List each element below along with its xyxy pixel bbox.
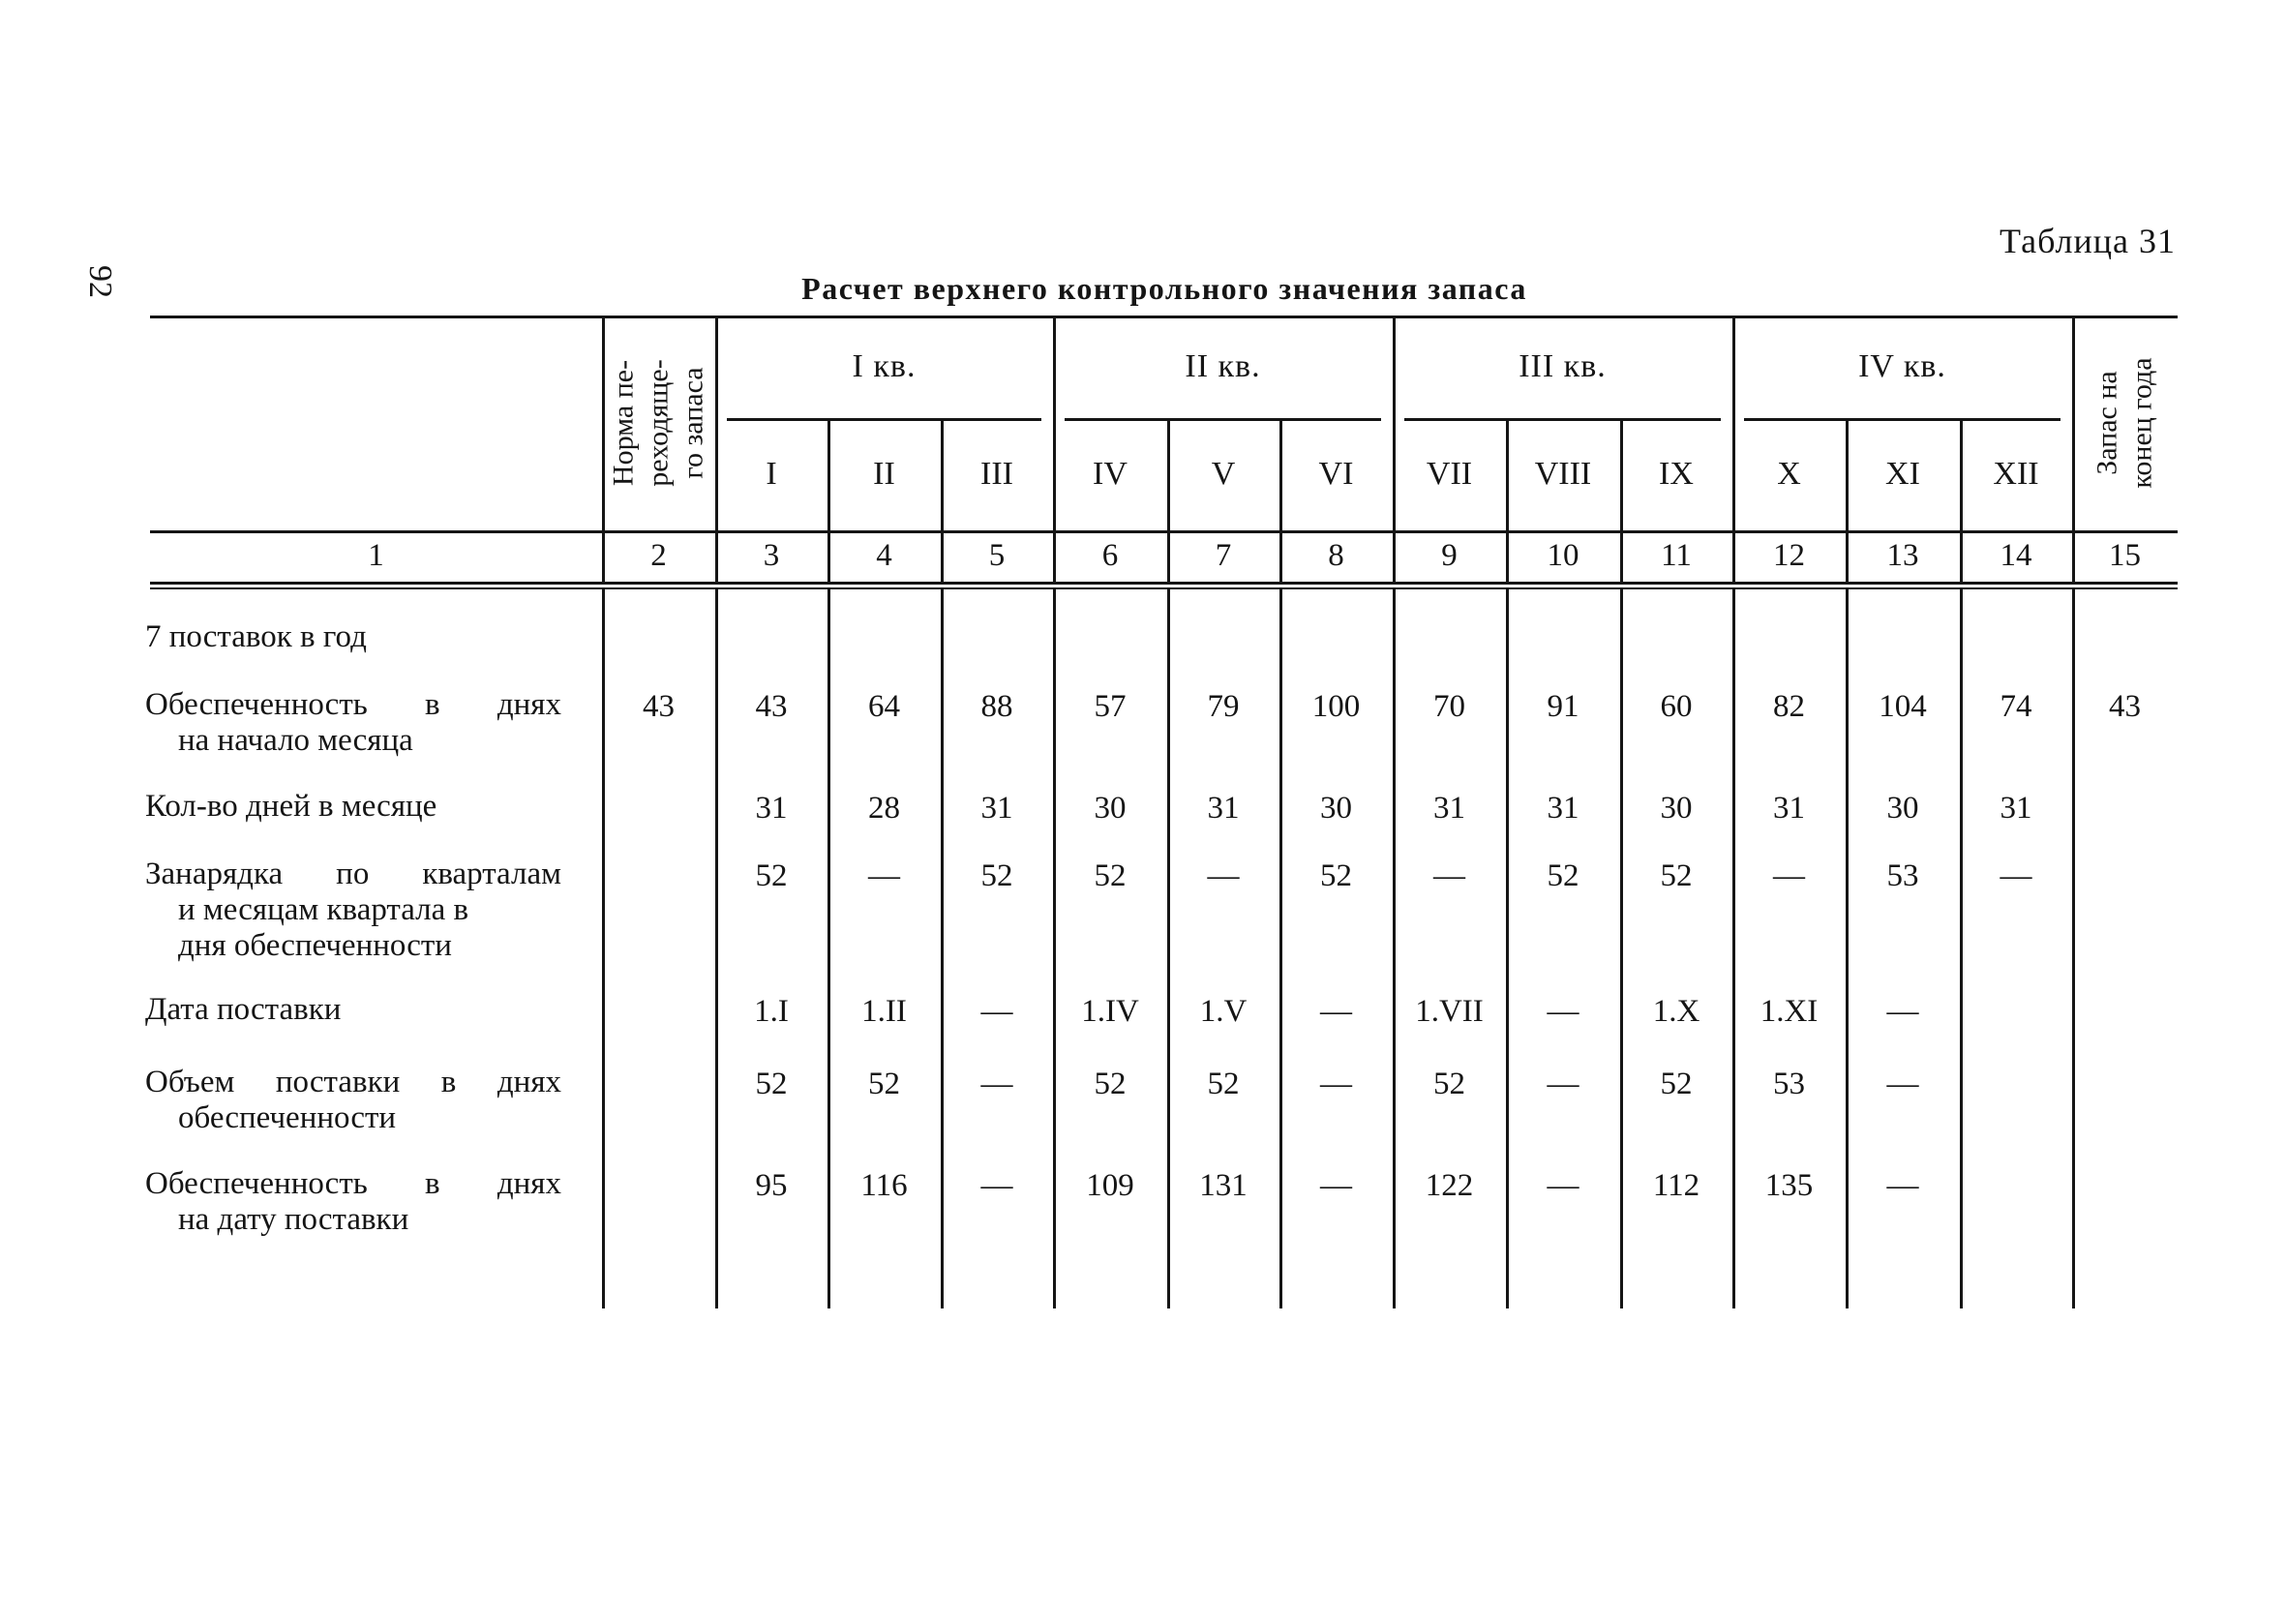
norm-column-header-line: реходяще- <box>642 359 675 487</box>
column-number: 14 <box>2000 538 2032 573</box>
column-rule-body <box>1506 589 1509 1308</box>
table-cell: 43 <box>755 689 788 724</box>
column-number: 5 <box>988 538 1006 573</box>
table-cell: 95 <box>755 1168 788 1203</box>
table-cell: 109 <box>1086 1168 1134 1203</box>
row-label <box>145 789 561 825</box>
table-cell: 1.V <box>1199 994 1248 1029</box>
column-number: 2 <box>650 538 667 573</box>
table-title: Расчет верхнего контрольного значения запаса <box>801 271 1527 306</box>
table-cell: 30 <box>1094 791 1127 826</box>
table-cell: — <box>1433 858 1465 893</box>
table-cell: — <box>1886 1067 1919 1101</box>
month-header: X <box>1777 456 1801 492</box>
table-cell: — <box>980 994 1013 1029</box>
table-cell: 64 <box>868 689 900 724</box>
table-cell: 52 <box>1547 858 1579 893</box>
table-cell: 70 <box>1433 689 1465 724</box>
table-cell: 135 <box>1764 1168 1814 1203</box>
table-cell: 52 <box>868 1067 900 1101</box>
table-cell: — <box>1886 994 1919 1029</box>
table-cell: 28 <box>868 791 900 826</box>
table-cell: 31 <box>1773 791 1805 826</box>
month-header: VI <box>1318 456 1354 492</box>
table-cell: 52 <box>755 1067 788 1101</box>
table-cell: 43 <box>2109 689 2141 724</box>
table-cell: — <box>980 1168 1013 1203</box>
column-number: 1 <box>368 538 384 573</box>
row-label-line: и месяцам квартала в <box>178 892 469 927</box>
row-label-line: Объем поставки в днях <box>145 1065 561 1099</box>
row-label-line: Занарядка по кварталам <box>145 857 561 891</box>
table-cell: — <box>1547 1168 1579 1203</box>
table-cell: 43 <box>643 689 675 724</box>
table-cell: — <box>1886 1168 1919 1203</box>
column-number: 13 <box>1886 538 1919 573</box>
column-number: 12 <box>1773 538 1805 573</box>
table-cell: 31 <box>1207 791 1240 826</box>
column-number: 8 <box>1328 538 1344 573</box>
table-cell: 31 <box>1433 791 1465 826</box>
column-rule-body <box>1846 589 1849 1308</box>
table-cell: 31 <box>1547 791 1579 826</box>
quarter-header: III кв. <box>1519 348 1607 384</box>
month-header: II <box>873 456 895 492</box>
row-label <box>145 992 561 1028</box>
table-cell: 31 <box>980 791 1013 826</box>
table-cell: 30 <box>1320 791 1352 826</box>
norm-column-header-line: Норма пе- <box>607 359 640 487</box>
row-label-line: дня обеспеченности <box>178 928 452 963</box>
month-header: III <box>980 456 1013 492</box>
table-cell: — <box>2000 858 2032 893</box>
column-number: 9 <box>1441 538 1458 573</box>
table-cell: 1.X <box>1652 994 1700 1029</box>
table-cell: 1.XI <box>1760 994 1819 1029</box>
row-label-line: 7 поставок в год <box>145 619 367 654</box>
month-header: I <box>766 456 777 492</box>
month-header: XI <box>1885 456 1920 492</box>
month-header: VII <box>1426 456 1473 492</box>
table-cell: — <box>1320 1067 1352 1101</box>
table-cell: 79 <box>1207 689 1240 724</box>
column-number: 4 <box>876 538 892 573</box>
month-header: V <box>1211 456 1236 492</box>
table-cell: 53 <box>1886 858 1919 893</box>
table-cell: 122 <box>1425 1168 1474 1203</box>
table-label: Таблица 31 <box>2000 222 2176 260</box>
table-cell: — <box>1547 994 1579 1029</box>
table-cell: 52 <box>1094 858 1127 893</box>
table-cell: 30 <box>1660 791 1693 826</box>
norm-column-header-line: го запаса <box>677 367 709 479</box>
table-cell: 91 <box>1547 689 1579 724</box>
month-header: IV <box>1093 456 1128 492</box>
table-cell: 104 <box>1879 689 1927 724</box>
end-stock-column-header-line: конец года <box>2125 357 2158 489</box>
table-cell: — <box>980 1067 1013 1101</box>
table-cell: — <box>1320 1168 1352 1203</box>
row-label-line: Обеспеченность в днях <box>145 1166 561 1201</box>
table-cell: 52 <box>1207 1067 1240 1101</box>
table-cell: 88 <box>980 689 1013 724</box>
column-number: 10 <box>1547 538 1579 573</box>
table-cell: 52 <box>755 858 788 893</box>
table-cell: — <box>1207 858 1240 893</box>
quarter-header: IV кв. <box>1858 348 1946 384</box>
column-number: 6 <box>1101 538 1119 573</box>
table-cell: — <box>1773 858 1805 893</box>
column-number: 15 <box>2109 538 2141 573</box>
table-cell: 52 <box>1094 1067 1127 1101</box>
table-cell: 1.VII <box>1415 994 1484 1029</box>
table-cell: 60 <box>1660 689 1693 724</box>
row-label-line: на дату поставки <box>178 1202 409 1237</box>
end-stock-column-header-line: Запас на <box>2090 371 2123 475</box>
table-cell: — <box>1320 994 1352 1029</box>
table-cell: — <box>868 858 900 893</box>
table-cell: 1.I <box>754 994 789 1029</box>
row-label-line: на начало месяца <box>178 723 413 758</box>
table-cell: 52 <box>1320 858 1352 893</box>
table-cell: 52 <box>1660 858 1693 893</box>
table-cell: 112 <box>1652 1168 1700 1203</box>
row-label-line: Обеспеченность в днях <box>145 687 561 722</box>
column-number: 3 <box>763 538 780 573</box>
table-cell: — <box>1547 1067 1579 1101</box>
norm-column-header <box>602 316 715 530</box>
norm-column-header-text <box>607 359 711 486</box>
page-number: 92 <box>82 265 118 298</box>
month-header: XII <box>1993 456 2039 492</box>
table-cell: 116 <box>860 1168 908 1203</box>
end-stock-column-header-text <box>2090 357 2160 488</box>
column-number: 11 <box>1661 538 1692 573</box>
row-label <box>145 687 561 759</box>
numbers-bottom-rule <box>150 582 2178 585</box>
table-cell: 30 <box>1886 791 1919 826</box>
table-cell: 1.II <box>861 994 907 1029</box>
column-rule-body <box>1053 589 1056 1308</box>
row-label <box>145 619 561 655</box>
quarter-header: II кв. <box>1185 348 1261 384</box>
row-label-line: Кол-во дней в месяце <box>145 789 437 824</box>
end-stock-column-header <box>2072 316 2178 530</box>
numbers-bottom-rule-2 <box>150 587 2178 589</box>
table-cell: 31 <box>755 791 788 826</box>
month-header: IX <box>1659 456 1694 492</box>
table-cell: 1.IV <box>1081 994 1139 1029</box>
row-label-line: Дата поставки <box>145 992 342 1027</box>
row-label-line: обеспеченности <box>178 1100 397 1135</box>
table-cell: 100 <box>1311 689 1361 724</box>
table-cell: 82 <box>1773 689 1805 724</box>
row-label <box>145 1166 561 1238</box>
table-cell: 52 <box>1660 1067 1693 1101</box>
row-label <box>145 857 561 964</box>
table-cell: 53 <box>1773 1067 1805 1101</box>
table-cell: 52 <box>980 858 1013 893</box>
column-number: 7 <box>1215 538 1232 573</box>
table-cell: 57 <box>1094 689 1127 724</box>
table-cell: 31 <box>2000 791 2032 826</box>
quarter-header: I кв. <box>852 348 917 384</box>
table-cell: 131 <box>1199 1168 1248 1203</box>
table-cell: 52 <box>1433 1067 1465 1101</box>
month-header: VIII <box>1534 456 1592 492</box>
table-cell: 74 <box>2000 689 2032 724</box>
row-label <box>145 1065 561 1136</box>
